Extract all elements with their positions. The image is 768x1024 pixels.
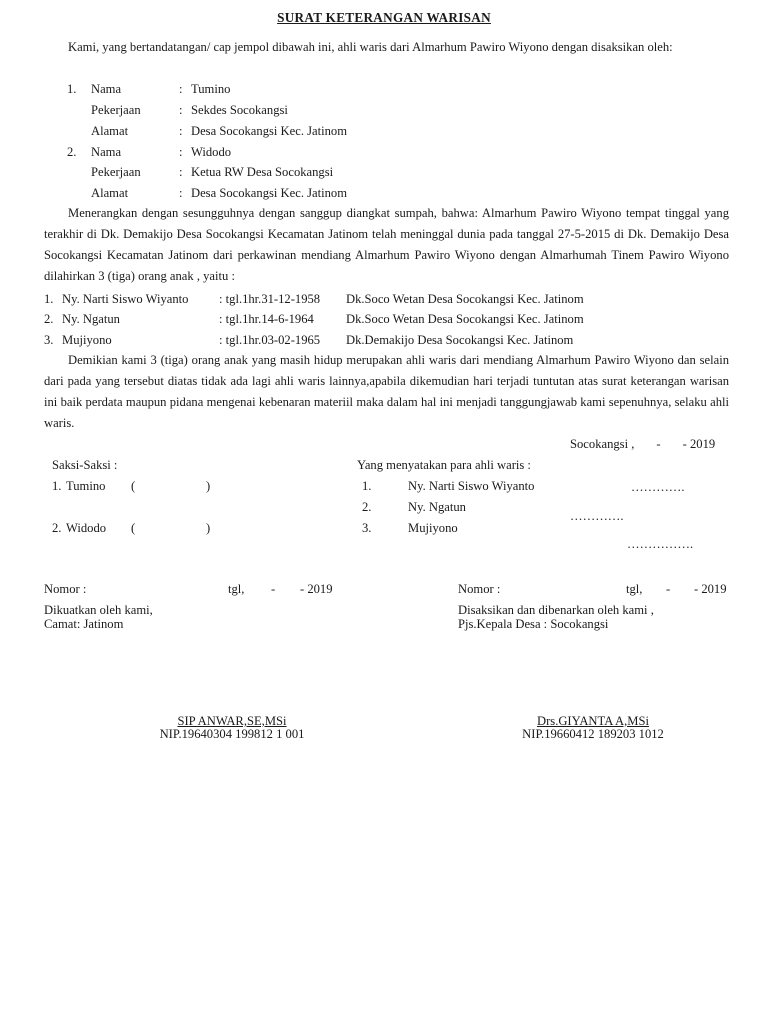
official-right-name: Drs.GIYANTA A,MSi: [537, 714, 649, 728]
endorse-right-year: - 2019: [694, 582, 727, 596]
witness-1-colon: :: [179, 124, 183, 138]
statement-text: Menerangkan dengan sesungguhnya dengan sanggup diangkat sumpah, bahwa: Almarhum Pawiro Wiyono tempat tinggal yang terakhir di Dk. Demakijo Desa Socokangsi Kecamatan Jatinom telah meninggal dunia pada tanggal 27-5-2015 di Dk. Demakijo Desa Socokangsi Kecamatan Jatinom dari perkawinan mendiang Almarhum Pawiro Wiyono dengan Almarhumah Tinem Pawiro Wiyono dilahirkan 3 (tiga) orang anak , yaitu :: [44, 206, 729, 283]
witness-2-label-alamat: Alamat: [91, 186, 129, 200]
official-right-nip: NIP.19660412 189203 1012: [522, 727, 664, 741]
heir-2-birth: : tgl.1hr.14-6-1964: [219, 312, 314, 326]
witness-2-number: 2.: [67, 145, 77, 159]
heirs-heading: Yang menyatakan para ahli waris :: [357, 458, 531, 472]
witness-1-label-alamat: Alamat: [91, 124, 129, 138]
closing-text: Demikian kami 3 (tiga) orang anak yang masih hidup merupakan ahli waris dari mendiang Almarhum Pawiro Wiyono dan selain dari pada yang tersebut diatas tidak ada lagi ahli waris lainnya,apabila dikemudian hari terjadi tuntutan atas surat keterangan warisan ini baik perdata maupun pidana mengenai kebenaran materiil maka dalam hal ini menjadi tanggungjawab kami sepenuhnya, selaku ahli waris.: [44, 353, 729, 430]
heir-1-address: Dk.Soco Wetan Desa Socokangsi Kec. Jatinom: [346, 292, 584, 306]
heir-3-number: 3.: [44, 333, 54, 347]
sign-heir-2-number: 2.: [362, 500, 372, 514]
statement-paragraph: [44, 203, 729, 287]
witness-2-colon: :: [179, 186, 183, 200]
witness-1-alamat: Desa Socokangsi Kec. Jatinom: [191, 124, 347, 138]
endorse-left-line1: Dikuatkan oleh kami,: [44, 603, 153, 617]
witness-1-colon: :: [179, 103, 183, 117]
witnesses-heading: Saksi-Saksi :: [52, 458, 118, 472]
heir-1-birth: : tgl.1hr.31-12-1958: [219, 292, 321, 306]
place-date: Socokangsi , - - 2019: [570, 437, 716, 451]
heir-1-number: 1.: [44, 292, 54, 306]
witness-1-colon: :: [179, 82, 183, 96]
witness-2-label-pekerjaan: Pekerjaan: [91, 165, 141, 179]
endorse-left-line2: Camat: Jatinom: [44, 617, 124, 631]
witness-2-colon: :: [179, 145, 183, 159]
witness-1-pekerjaan: Sekdes Socokangsi: [191, 103, 288, 117]
sign-witness-2-name: Widodo: [66, 521, 107, 535]
heir-2-number: 2.: [44, 312, 54, 326]
heir-2-address: Dk.Soco Wetan Desa Socokangsi Kec. Jatinom: [346, 312, 584, 326]
endorse-right-tgl: tgl,: [626, 582, 643, 596]
intro-paragraph: [44, 37, 729, 58]
sign-witness-1-open: (: [131, 479, 136, 493]
sign-witness-1-number: 1.: [52, 479, 62, 493]
sign-heir-3-name: Mujiyono: [408, 521, 458, 535]
witness-1-number: 1.: [67, 82, 77, 96]
sign-heir-1-number: 1.: [362, 479, 372, 493]
heir-3-name: Mujiyono: [62, 333, 112, 347]
official-left-name: SIP ANWAR,SE,MSi: [177, 714, 287, 728]
sign-witness-2-number: 2.: [52, 521, 62, 535]
sign-witness-1-close: ): [206, 479, 211, 493]
sign-heir-2-name: Ny. Ngatun: [408, 500, 466, 514]
witness-1-label-nama: Nama: [91, 82, 122, 96]
endorse-right-nomor: Nomor :: [458, 582, 501, 596]
sign-witness-2-close: ): [206, 521, 211, 535]
sign-witness-1-name: Tumino: [66, 479, 106, 493]
heir-3-address: Dk.Demakijo Desa Socokangsi Kec. Jatinom: [346, 333, 574, 347]
endorse-left-year: - 2019: [300, 582, 333, 596]
sign-heir-3-dots: …………….: [627, 537, 694, 551]
witness-2-label-nama: Nama: [91, 145, 122, 159]
witness-1-nama: Tumino: [191, 82, 231, 96]
sign-heir-2-dots: ………….: [570, 509, 624, 523]
endorse-right-line1: Disaksikan dan dibenarkan oleh kami ,: [458, 603, 654, 617]
sign-heir-1-name: Ny. Narti Siswo Wiyanto: [408, 479, 535, 493]
endorse-right-dash: -: [666, 582, 671, 596]
endorse-left-dash: -: [271, 582, 276, 596]
sign-heir-1-dots: ………….: [631, 480, 685, 494]
heir-3-birth: : tgl.1hr.03-02-1965: [219, 333, 321, 347]
document-title: SURAT KETERANGAN WARISAN: [277, 10, 491, 25]
witness-1-label-pekerjaan: Pekerjaan: [91, 103, 141, 117]
official-left-nip: NIP.19640304 199812 1 001: [159, 727, 305, 741]
heir-1-name: Ny. Narti Siswo Wiyanto: [62, 292, 189, 306]
endorse-right-line2: Pjs.Kepala Desa : Socokangsi: [458, 617, 609, 631]
sign-witness-2-open: (: [131, 521, 136, 535]
intro-text: Kami, yang bertandatangan/ cap jempol dibawah ini, ahli waris dari Almarhum Pawiro Wiyono dengan disaksikan oleh:: [68, 40, 673, 54]
witness-2-alamat: Desa Socokangsi Kec. Jatinom: [191, 186, 347, 200]
endorse-left-tgl: tgl,: [228, 582, 245, 596]
witness-2-pekerjaan: Ketua RW Desa Socokangsi: [191, 165, 334, 179]
closing-paragraph: [44, 350, 729, 434]
endorse-left-nomor: Nomor :: [44, 582, 87, 596]
witness-2-nama: Widodo: [191, 145, 232, 159]
heir-2-name: Ny. Ngatun: [62, 312, 120, 326]
witness-2-colon: :: [179, 165, 183, 179]
sign-heir-3-number: 3.: [362, 521, 372, 535]
